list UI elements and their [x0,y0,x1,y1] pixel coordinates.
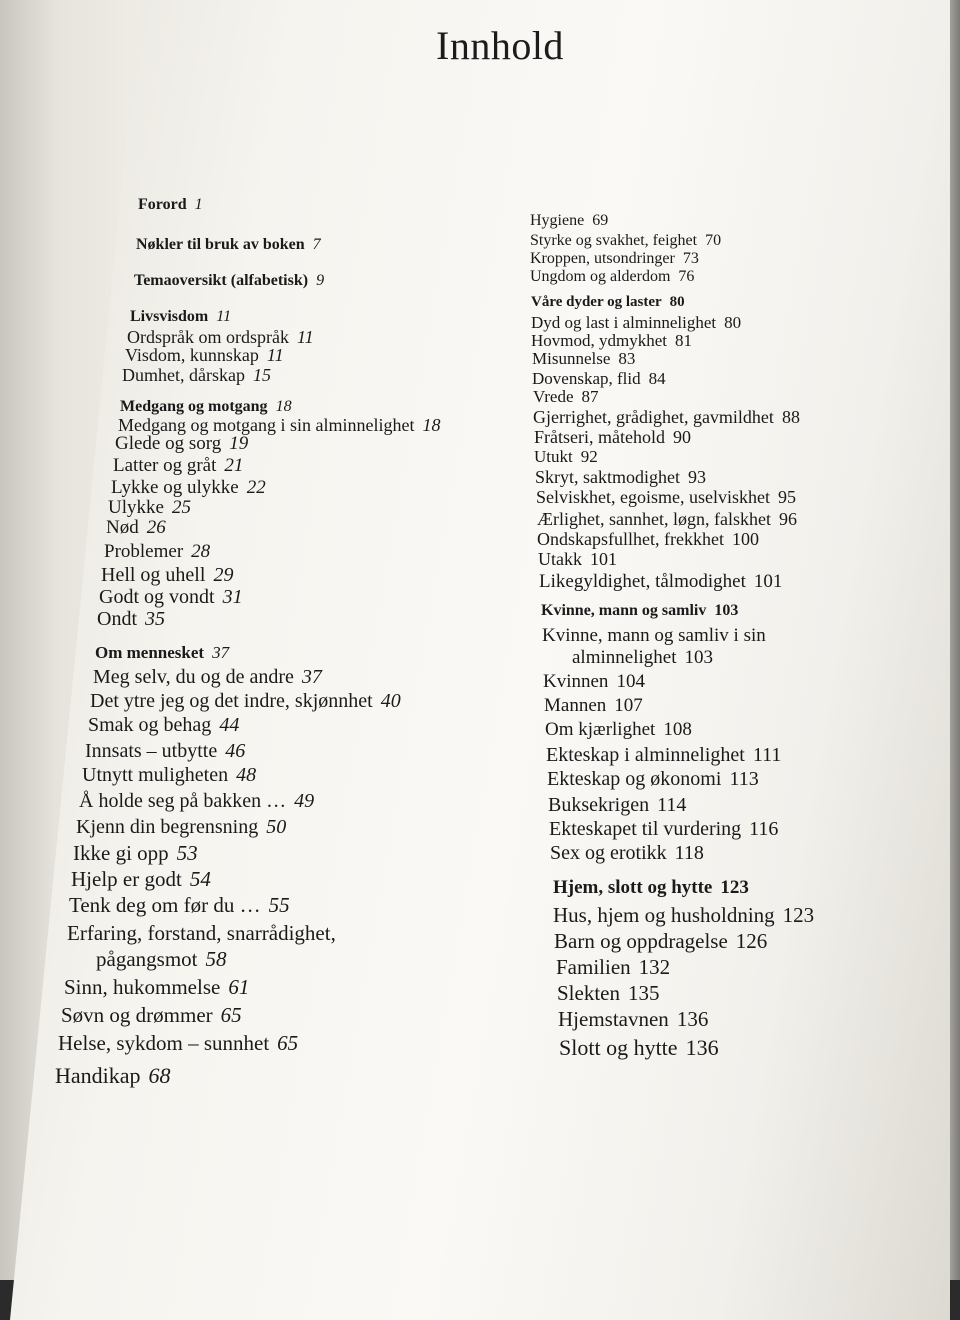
toc-entry-title: Styrke og svakhet, feighet [530,232,698,249]
toc-entry-title: Skryt, saktmodighet [535,467,680,487]
toc-entry-title: Ulykke [108,497,164,518]
toc-entry-title: Søvn og drømmer [61,1003,213,1027]
toc-entry [554,930,767,953]
toc-entry-page: 100 [731,529,759,549]
page-title: Innhold [436,23,564,68]
toc-entry-title: Medgang og motgang i sin alminnelighet [118,415,415,435]
toc-entry [539,572,782,593]
toc-entry-page: 81 [675,331,692,350]
toc-entry-page: 116 [749,818,779,840]
toc-entry-title: Tenk deg om før du … [69,893,261,917]
toc-entry [88,714,239,736]
toc-entry-title: Mannen [544,695,607,716]
toc-entry [553,904,814,927]
toc-entry-title: Kvinnen [543,671,609,692]
toc-entry [557,982,660,1005]
toc-entry-title: Misunnelse [532,349,611,368]
toc-entry-title: Visdom, kunnskap [125,345,259,365]
toc-entry-title: Meg selv, du og de andre [93,666,294,688]
toc-entry [543,672,645,693]
toc-entry [556,956,670,979]
toc-entry-title: Latter og gråt [113,455,217,476]
toc-entry-page: 35 [145,608,165,630]
toc-entry [82,764,256,786]
toc-entry-title: Medgang og motgang [120,398,268,415]
toc-entry-title: Godt og vondt [99,586,215,608]
toc-entry-title: Kroppen, utsondringer [530,250,675,267]
toc-entry [542,626,766,647]
toc-entry-title: Kvinne, mann og samliv [541,602,707,619]
toc-entry [559,1036,719,1060]
toc-entry-page: 88 [781,407,800,427]
toc-entry-page: 21 [224,455,244,476]
toc-entry-page: 132 [638,955,671,979]
toc-entry [544,696,643,717]
toc-entry-page: 28 [191,541,211,562]
toc-entry-page: 22 [246,477,266,498]
toc-entry-title: Fråtseri, måtehold [534,427,665,447]
toc-entry-title: Slekten [557,981,620,1005]
toc-entry [534,448,598,467]
toc-entry [76,816,286,838]
toc-entry-title: Nøkler til bruk av boken [136,236,305,253]
toc-entry [67,922,336,945]
toc-entry-page: 69 [592,212,609,229]
toc-entry-title: Det ytre jeg og det indre, skjønnhet [90,690,373,712]
toc-entry-page: 9 [316,272,325,289]
toc-entry-page: 18 [422,415,441,435]
toc-entry-page: 58 [205,947,227,971]
toc-entry-page: 118 [674,842,704,864]
toc-entry [58,1032,298,1055]
toc-entry-page: 37 [212,643,230,662]
toc-entry-title: Barn og oppdragelse [554,929,728,953]
toc-entry-page: 65 [220,1003,242,1027]
toc-entry-page: 11 [296,327,314,347]
toc-entry-title: Handikap [55,1063,141,1088]
toc-entry-title: Kvinne, mann og samliv i sin [542,625,766,646]
toc-entry-title: Temaoversikt (alfabetisk) [134,272,309,289]
toc-entry [108,498,191,519]
toc-entry-page: 103 [714,602,739,619]
toc-entry-title: Buksekrigen [548,794,650,816]
toc-entry [548,794,686,816]
toc-entry-page: 123 [782,903,815,927]
toc-entry-page: 136 [685,1035,719,1060]
toc-entry [547,768,759,790]
toc-entry [106,518,166,539]
toc-entry-page: 104 [616,671,645,692]
toc-entry [71,868,211,891]
toc-entry-title: Slott og hytte [559,1035,678,1060]
toc-entry-page: 37 [301,666,322,688]
toc-entry-page: 11 [216,308,232,325]
toc-entry [73,842,198,865]
toc-entry [64,976,249,999]
toc-entry-page: 92 [580,447,598,466]
toc-entry [530,250,699,268]
toc-entry [97,608,165,630]
toc-entry [545,720,692,741]
toc-entry-page: 80 [669,294,685,310]
toc-entry [96,948,226,971]
toc-entry-page: 70 [705,232,722,249]
toc-entry-title: Problemer [104,541,184,562]
toc-entry-title: Sinn, hukommelse [64,975,221,999]
toc-entry-page: 44 [219,714,240,736]
toc-entry-page: 31 [222,586,243,608]
toc-entry-page: 50 [266,816,287,838]
toc-entry-page: 101 [753,571,783,592]
toc-entry [553,878,749,899]
toc-entry [537,510,797,530]
toc-entry-title: Smak og behag [88,714,212,736]
toc-entry [546,744,781,766]
toc-entry-page: 61 [228,975,250,999]
toc-entry-title: Utukt [534,447,573,466]
toc-entry [136,236,321,254]
toc-entry-title: alminnelighet [572,647,677,668]
toc-entry [532,350,635,369]
toc-entry-title: Livsvisdom [130,308,209,325]
toc-entry [538,550,617,570]
toc-entry-page: 55 [268,893,290,917]
toc-entry [90,690,401,712]
toc-entry-page: 90 [672,427,691,447]
toc-entry-title: Vrede [533,387,574,406]
toc-entry-title: Likegyldighet, tålmodighet [539,571,746,592]
toc-entry-title: Ungdom og alderdom [530,268,671,285]
toc-entry-page: 80 [724,313,742,332]
toc-entry-page: 29 [213,564,234,586]
toc-entry-title: Om mennesket [95,643,205,662]
toc-entry [99,586,243,608]
toc-entry-title: Hjelp er godt [71,867,182,891]
toc-entry-page: 53 [176,841,198,865]
toc-entry [120,398,292,416]
toc-entry [549,818,778,840]
toc-entry-title: Selviskhet, egoisme, uselviskhet [536,487,770,507]
toc-entry [122,366,271,386]
toc-entry [530,268,694,286]
toc-entry [101,564,233,586]
toc-entry [541,602,738,620]
toc-entry-page: 96 [778,509,797,529]
toc-entry [134,272,324,290]
toc-entry-page: 87 [581,387,599,406]
toc-entry-page: 49 [294,790,315,812]
toc-entry-title: Hygiene [530,212,585,229]
toc-entry-title: Lykke og ulykke [111,477,239,498]
toc-entry-page: 95 [777,487,796,507]
toc-entry-title: Utnytt muligheten [82,764,229,786]
toc-entry-page: 93 [688,467,706,487]
toc-entry [61,1004,242,1027]
toc-entry-title: Dovenskap, flid [532,369,641,388]
toc-entry-title: Hell og uhell [101,564,206,586]
toc-entry-page: 54 [189,867,211,891]
toc-entry-page: 126 [735,929,768,953]
toc-entry-page: 26 [146,517,166,538]
toc-entry-title: Ondskapsfullhet, frekkhet [537,529,724,549]
toc-entry-page: 108 [663,719,692,740]
toc-entry-page: 123 [720,877,749,898]
toc-entry-page: 1 [194,196,203,213]
toc-entry-page: 40 [380,690,401,712]
toc-entry-title: Ondt [97,608,137,630]
toc-entry-title: Ekteskap og økonomi [547,768,722,790]
toc-entry [85,740,245,762]
toc-entry-page: 68 [148,1063,171,1088]
toc-entry-page: 46 [225,740,246,762]
toc-entry [125,346,284,366]
toc-entry-title: Ordspråk om ordspråk [127,327,289,347]
toc-entry-page: 135 [628,981,660,1005]
toc-entry-title: Hovmod, ydmykhet [531,331,667,350]
toc-entry-title: Helse, sykdom – sunnhet [58,1031,270,1055]
toc-entry [530,232,721,250]
toc-entry [558,1008,708,1031]
toc-entry [104,542,210,563]
toc-entry-page: 18 [275,398,292,415]
toc-entry [536,488,796,508]
toc-entry [93,666,322,688]
toc-entry-title: Gjerrighet, grådighet, gavmildhet [533,407,774,427]
toc-entry-title: Ikke gi opp [73,841,169,865]
toc-entry [531,332,692,351]
toc-entry [113,456,243,477]
toc-entry [138,196,203,214]
toc-entry-page: 107 [614,695,643,716]
toc-entry-page: 83 [618,349,636,368]
toc-entry-page: 101 [590,549,617,569]
toc-entry-page: 7 [312,236,321,253]
toc-entry [55,1064,171,1088]
toc-entry [534,428,691,448]
toc-entry-title: Hjemstavnen [558,1007,669,1031]
toc-entry [531,294,685,311]
toc-entry [533,388,599,407]
toc-entry-title: Om kjærlighet [545,719,656,740]
toc-entry [95,644,229,663]
toc-entry-title: Hus, hjem og husholdning [553,903,775,927]
toc-entry-page: 73 [682,250,699,267]
toc-entry-title: pågangsmot [96,947,198,971]
toc-entry-title: Ekteskap i alminnelighet [546,744,745,766]
toc-entry-title: Familien [556,955,631,979]
toc-entry-page: 84 [648,369,666,388]
toc-entry [533,408,800,428]
toc-entry-title: Innsats – utbytte [85,740,218,762]
toc-entry-page: 103 [684,647,713,668]
toc-entry-title: Ekteskapet til vurdering [549,818,742,840]
toc-entry [79,790,314,812]
toc-entry-page: 114 [657,794,687,816]
toc-entry-title: Sex og erotikk [550,842,667,864]
toc-entry-title: Våre dyder og laster [531,294,662,310]
toc-entry-title: Utakk [538,549,582,569]
toc-entry-title: Kjenn din begrensning [76,816,259,838]
toc-entry [69,894,290,917]
toc-entry-title: Nød [106,517,139,538]
toc-entry [531,314,741,333]
toc-entry-page: 11 [266,345,284,365]
toc-entry [111,478,266,499]
toc-entry-page: 76 [678,268,695,285]
toc-entry-page: 136 [676,1007,709,1031]
toc-entry [532,370,666,389]
toc-entry [572,648,713,669]
toc-entry-page: 25 [171,497,191,518]
toc-entry [530,212,608,230]
toc-entry-title: Dyd og last i alminnelighet [531,313,717,332]
toc-entry-title: Å holde seg på bakken … [79,790,287,812]
toc-entry-page: 19 [229,433,249,454]
toc-entry [130,308,231,326]
toc-entry [115,434,248,455]
toc-entry [550,842,704,864]
toc-entry-page: 113 [729,768,759,790]
toc-entry [537,530,759,550]
toc-entry-title: Dumhet, dårskap [122,365,245,385]
toc-entry-title: Erfaring, forstand, snarrådighet, [67,921,336,945]
toc-entry-page: 111 [752,744,782,766]
toc-entry-title: Ærlighet, sannhet, løgn, falskhet [537,509,771,529]
toc-entry-page: 65 [277,1031,299,1055]
toc-entry-title: Glede og sorg [115,433,222,454]
toc-entry-title: Forord [138,196,187,213]
toc-entry-page: 15 [252,365,271,385]
toc-entry [535,468,706,488]
toc-entry-page: 48 [236,764,257,786]
toc-entry-title: Hjem, slott og hytte [553,877,713,898]
